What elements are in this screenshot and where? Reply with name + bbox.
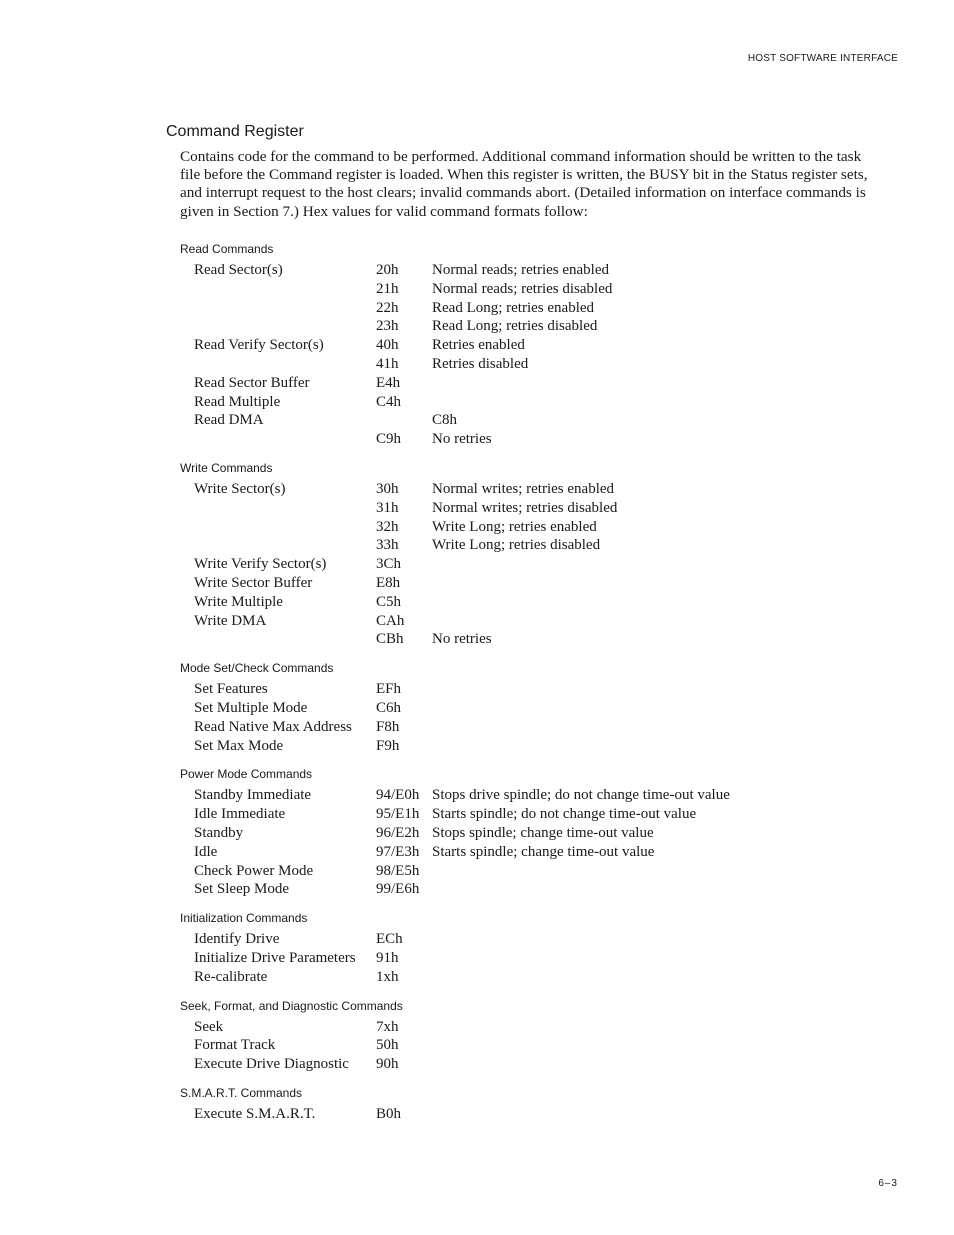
command-row — [180, 593, 880, 612]
command-name: Write Sector(s) — [194, 480, 286, 497]
command-code: 30h — [376, 480, 399, 497]
command-code: 33h — [376, 537, 399, 554]
command-description: Starts spindle; change time-out value — [432, 843, 655, 860]
command-description: No retries — [432, 431, 492, 448]
command-code: 95/E1h — [376, 806, 420, 823]
command-row — [180, 355, 880, 374]
command-row — [180, 480, 880, 499]
intro-paragraph: Contains code for the command to be performed. Additional command information should be written to the task file before the Command register is loaded. When this register is written, the BUSY bit in the Status register sets, and interrupt request to the host clears; invalid commands abort. (Detailed information on interface commands is given in Section 7.) Hex values for valid command formats follow: — [180, 148, 868, 220]
command-code: 20h — [376, 262, 399, 278]
command-description: Normal reads; retries disabled — [432, 280, 613, 297]
command-group — [180, 766, 880, 899]
command-code: 41h — [376, 355, 399, 372]
command-code: E4h — [376, 374, 401, 391]
command-code: 40h — [376, 337, 399, 354]
group-heading: Read Commands — [180, 242, 274, 256]
command-description: Normal writes; retries enabled — [432, 480, 615, 497]
command-row — [180, 299, 880, 318]
command-row — [180, 718, 880, 737]
command-description: Read Long; retries disabled — [432, 318, 598, 335]
command-name: Execute Drive Diagnostic — [194, 1056, 349, 1073]
command-row — [180, 968, 880, 987]
command-name: Read Native Max Address — [194, 718, 352, 735]
command-description: Stops drive spindle; do not change time-out value — [432, 787, 730, 804]
command-code: ECh — [376, 931, 403, 948]
command-row — [180, 786, 880, 805]
command-row — [180, 630, 880, 649]
command-name: Check Power Mode — [194, 862, 314, 879]
command-row — [180, 612, 880, 631]
group-heading: Power Mode Commands — [180, 767, 313, 782]
command-code: 1xh — [376, 968, 399, 985]
command-row — [180, 1018, 880, 1037]
command-code: 91h — [376, 949, 399, 966]
command-row — [180, 862, 880, 881]
command-row — [180, 880, 880, 899]
command-name: Read Multiple — [194, 393, 281, 410]
command-code: C5h — [376, 593, 402, 610]
command-code: 22h — [376, 299, 399, 316]
command-name: Read Sector(s) — [194, 262, 283, 278]
command-group — [180, 460, 880, 649]
command-code: E8h — [376, 574, 401, 591]
command-code: 3Ch — [376, 556, 402, 573]
command-name: Re-calibrate — [194, 968, 268, 985]
command-name: Read DMA — [194, 412, 264, 429]
command-code: 31h — [376, 499, 399, 516]
command-code: 23h — [376, 318, 399, 335]
command-name: Format Track — [194, 1037, 276, 1054]
command-name: Seek — [194, 1018, 224, 1035]
command-name: Write DMA — [194, 612, 267, 629]
command-description: Retries enabled — [432, 337, 525, 354]
command-row — [180, 393, 880, 412]
command-group — [180, 1085, 880, 1124]
command-name: Read Verify Sector(s) — [194, 337, 324, 354]
command-row — [180, 1105, 880, 1124]
running-head: HOST SOFTWARE INTERFACE — [747, 53, 898, 64]
command-row — [180, 1036, 880, 1055]
command-row — [180, 824, 880, 843]
command-code: C6h — [376, 699, 402, 716]
command-description: Read Long; retries enabled — [432, 299, 595, 316]
command-name: Write Sector Buffer — [194, 574, 313, 591]
command-row — [180, 949, 880, 968]
command-group — [180, 998, 880, 1074]
group-heading: S.M.A.R.T. Commands — [180, 1085, 303, 1100]
command-row — [180, 699, 880, 718]
command-group — [180, 241, 880, 449]
command-row — [180, 1055, 880, 1074]
command-name: Standby Immediate — [194, 787, 312, 804]
command-code: CBh — [376, 631, 404, 648]
command-row — [180, 374, 880, 393]
command-description: Normal reads; retries enabled — [432, 262, 610, 278]
command-name: Execute S.M.A.R.T. — [194, 1105, 316, 1122]
command-name: Set Features — [194, 681, 268, 698]
command-group — [180, 910, 880, 986]
group-heading: Initialization Commands — [180, 911, 308, 926]
command-code: F9h — [376, 737, 400, 754]
command-name: Idle — [194, 843, 218, 860]
command-description: Write Long; retries disabled — [432, 537, 601, 554]
command-code: 98/E5h — [376, 862, 420, 879]
command-group — [180, 660, 880, 755]
command-row — [180, 805, 880, 824]
command-row — [180, 317, 880, 336]
command-row — [180, 536, 880, 555]
command-description: No retries — [432, 631, 492, 648]
command-list — [180, 241, 880, 1124]
section-title: Command Register — [166, 123, 304, 140]
command-description: Retries disabled — [432, 355, 529, 372]
command-code: C4h — [376, 393, 402, 410]
group-heading: Write Commands — [180, 460, 273, 475]
command-code: 97/E3h — [376, 843, 420, 860]
command-description: C8h — [432, 412, 458, 429]
command-code: 99/E6h — [376, 881, 420, 898]
command-row — [180, 737, 880, 756]
command-code: 96/E2h — [376, 824, 420, 841]
command-row — [180, 499, 880, 518]
command-code: 50h — [376, 1037, 399, 1054]
command-code: 94/E0h — [376, 787, 420, 804]
command-name: Set Sleep Mode — [194, 881, 289, 898]
command-code: 90h — [376, 1056, 399, 1073]
command-row — [180, 518, 880, 537]
command-code: 7xh — [376, 1018, 399, 1035]
command-name: Identify Drive — [194, 931, 280, 948]
group-heading: Seek, Format, and Diagnostic Commands — [180, 998, 403, 1013]
command-name: Initialize Drive Parameters — [194, 949, 356, 966]
command-name: Idle Immediate — [194, 806, 286, 823]
command-description: Write Long; retries enabled — [432, 518, 597, 535]
command-name: Read Sector Buffer — [194, 374, 310, 391]
command-row — [180, 430, 880, 449]
command-row — [180, 411, 880, 430]
command-name: Write Multiple — [194, 593, 283, 610]
command-row — [180, 574, 880, 593]
command-row — [180, 930, 880, 949]
command-description: Normal writes; retries disabled — [432, 499, 618, 516]
command-row — [180, 336, 880, 355]
command-row — [180, 680, 880, 699]
page-number: 6–3 — [878, 1178, 898, 1189]
command-code: C9h — [376, 431, 402, 448]
command-code: F8h — [376, 718, 400, 735]
command-row — [180, 843, 880, 862]
command-code: EFh — [376, 681, 402, 698]
command-code: 21h — [376, 280, 399, 297]
command-name: Write Verify Sector(s) — [194, 556, 327, 573]
command-code: 32h — [376, 518, 399, 535]
command-name: Set Max Mode — [194, 737, 284, 754]
command-row — [180, 280, 880, 299]
command-row — [180, 261, 880, 280]
group-heading: Mode Set/Check Commands — [180, 661, 334, 676]
command-name: Set Multiple Mode — [194, 699, 308, 716]
command-name: Standby — [194, 824, 244, 841]
command-row — [180, 555, 880, 574]
command-description: Starts spindle; do not change time-out value — [432, 806, 697, 823]
command-code: CAh — [376, 612, 405, 629]
command-description: Stops spindle; change time-out value — [432, 824, 654, 841]
command-code: B0h — [376, 1105, 402, 1122]
